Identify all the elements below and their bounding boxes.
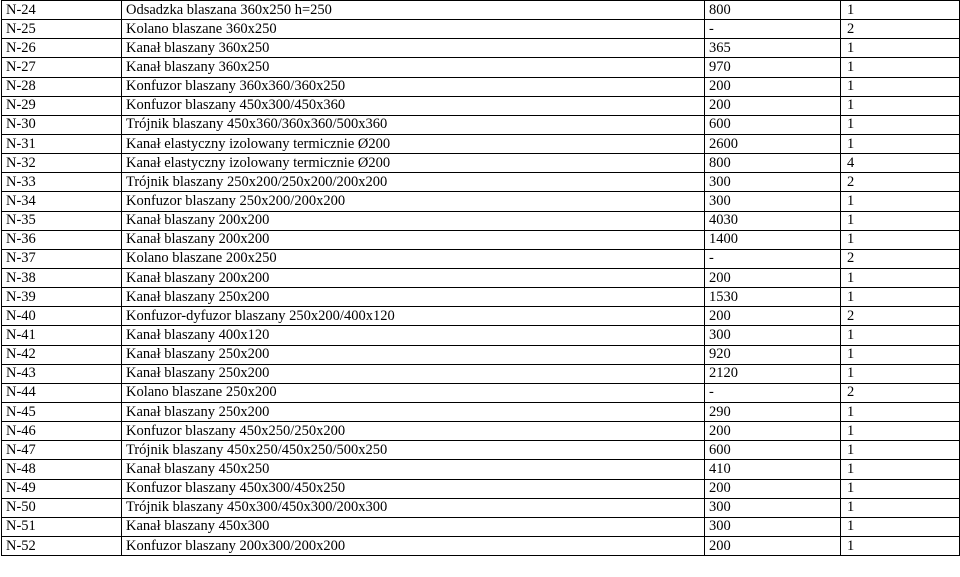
cell-quantity: 1 (841, 460, 960, 479)
table-row (2, 383, 960, 402)
cell-quantity: 1 (841, 77, 960, 96)
cell-name: Kanał blaszany 400x120 (122, 326, 705, 345)
cell-code: N-51 (2, 517, 122, 536)
cell-code: N-48 (2, 460, 122, 479)
cell-name: Kanał blaszany 200x200 (122, 211, 705, 230)
cell-length: 300 (705, 498, 841, 517)
table-row (2, 498, 960, 517)
table-row (2, 1, 960, 20)
cell-name: Kanał blaszany 250x200 (122, 402, 705, 421)
cell-code: N-36 (2, 230, 122, 249)
cell-code: N-33 (2, 173, 122, 192)
table-row (2, 479, 960, 498)
table-row (2, 268, 960, 287)
cell-length: 200 (705, 307, 841, 326)
table-row (2, 154, 960, 173)
cell-quantity: 2 (841, 249, 960, 268)
cell-code: N-38 (2, 268, 122, 287)
cell-name: Kanał blaszany 250x200 (122, 364, 705, 383)
parts-table (1, 0, 960, 556)
cell-name: Kanał blaszany 450x300 (122, 517, 705, 536)
table-row (2, 173, 960, 192)
cell-name: Kanał elastyczny izolowany termicznie Ø200 (122, 134, 705, 153)
cell-quantity: 1 (841, 517, 960, 536)
cell-name: Trójnik blaszany 450x250/450x250/500x250 (122, 441, 705, 460)
table-row (2, 211, 960, 230)
cell-name: Kanał blaszany 250x200 (122, 288, 705, 307)
cell-quantity: 1 (841, 441, 960, 460)
cell-length: 600 (705, 441, 841, 460)
table-row (2, 192, 960, 211)
cell-length: 365 (705, 39, 841, 58)
cell-code: N-29 (2, 96, 122, 115)
table-row (2, 20, 960, 39)
cell-name: Konfuzor blaszany 200x300/200x200 (122, 536, 705, 555)
table-row (2, 441, 960, 460)
table-row (2, 115, 960, 134)
cell-quantity: 1 (841, 402, 960, 421)
cell-length: 200 (705, 77, 841, 96)
table-row (2, 77, 960, 96)
cell-name: Kolano blaszane 250x200 (122, 383, 705, 402)
cell-length: 800 (705, 1, 841, 20)
cell-code: N-31 (2, 134, 122, 153)
cell-length: 200 (705, 96, 841, 115)
table-row (2, 58, 960, 77)
parts-table-body (2, 1, 960, 556)
cell-code: N-37 (2, 249, 122, 268)
table-row (2, 230, 960, 249)
cell-name: Konfuzor-dyfuzor blaszany 250x200/400x120 (122, 307, 705, 326)
cell-quantity: 1 (841, 345, 960, 364)
cell-quantity: 1 (841, 211, 960, 230)
cell-length: 2120 (705, 364, 841, 383)
cell-code: N-45 (2, 402, 122, 421)
cell-name: Kanał blaszany 250x200 (122, 345, 705, 364)
cell-length: 200 (705, 268, 841, 287)
cell-length: 200 (705, 422, 841, 441)
table-row (2, 460, 960, 479)
table-row (2, 96, 960, 115)
cell-length: 970 (705, 58, 841, 77)
cell-name: Konfuzor blaszany 450x300/450x360 (122, 96, 705, 115)
cell-length: 1530 (705, 288, 841, 307)
cell-quantity: 2 (841, 307, 960, 326)
cell-code: N-50 (2, 498, 122, 517)
cell-name: Kanał blaszany 200x200 (122, 230, 705, 249)
cell-quantity: 1 (841, 536, 960, 555)
cell-code: N-32 (2, 154, 122, 173)
cell-code: N-27 (2, 58, 122, 77)
cell-length: 2600 (705, 134, 841, 153)
cell-quantity: 1 (841, 192, 960, 211)
cell-code: N-41 (2, 326, 122, 345)
cell-quantity: 1 (841, 326, 960, 345)
table-row (2, 39, 960, 58)
cell-length: 600 (705, 115, 841, 134)
cell-length: 1400 (705, 230, 841, 249)
table-row (2, 134, 960, 153)
cell-code: N-39 (2, 288, 122, 307)
table-row (2, 422, 960, 441)
table-row (2, 517, 960, 536)
cell-name: Trójnik blaszany 450x360/360x360/500x360 (122, 115, 705, 134)
cell-quantity: 4 (841, 154, 960, 173)
table-row (2, 288, 960, 307)
cell-length: - (705, 249, 841, 268)
cell-length: 300 (705, 326, 841, 345)
cell-length: 800 (705, 154, 841, 173)
table-row (2, 402, 960, 421)
cell-length: 300 (705, 192, 841, 211)
cell-code: N-44 (2, 383, 122, 402)
cell-name: Kolano blaszane 360x250 (122, 20, 705, 39)
cell-quantity: 1 (841, 39, 960, 58)
cell-length: 4030 (705, 211, 841, 230)
cell-quantity: 1 (841, 96, 960, 115)
cell-code: N-52 (2, 536, 122, 555)
cell-length: 300 (705, 517, 841, 536)
table-row (2, 326, 960, 345)
cell-quantity: 1 (841, 58, 960, 77)
cell-quantity: 1 (841, 230, 960, 249)
cell-code: N-30 (2, 115, 122, 134)
cell-name: Kanał blaszany 360x250 (122, 39, 705, 58)
cell-quantity: 1 (841, 498, 960, 517)
cell-name: Konfuzor blaszany 360x360/360x250 (122, 77, 705, 96)
cell-code: N-25 (2, 20, 122, 39)
cell-code: N-47 (2, 441, 122, 460)
cell-name: Kanał elastyczny izolowany termicznie Ø200 (122, 154, 705, 173)
cell-code: N-43 (2, 364, 122, 383)
table-row (2, 536, 960, 555)
cell-code: N-24 (2, 1, 122, 20)
cell-name: Konfuzor blaszany 250x200/200x200 (122, 192, 705, 211)
cell-code: N-40 (2, 307, 122, 326)
cell-quantity: 1 (841, 479, 960, 498)
cell-name: Trójnik blaszany 450x300/450x300/200x300 (122, 498, 705, 517)
cell-length: 200 (705, 479, 841, 498)
cell-name: Kanał blaszany 360x250 (122, 58, 705, 77)
cell-quantity: 1 (841, 1, 960, 20)
cell-quantity: 1 (841, 115, 960, 134)
cell-length: 410 (705, 460, 841, 479)
cell-code: N-49 (2, 479, 122, 498)
cell-code: N-26 (2, 39, 122, 58)
cell-quantity: 2 (841, 173, 960, 192)
table-row (2, 345, 960, 364)
cell-name: Konfuzor blaszany 450x300/450x250 (122, 479, 705, 498)
cell-length: 290 (705, 402, 841, 421)
cell-code: N-34 (2, 192, 122, 211)
cell-quantity: 2 (841, 383, 960, 402)
cell-name: Kanał blaszany 200x200 (122, 268, 705, 287)
cell-code: N-42 (2, 345, 122, 364)
table-row (2, 364, 960, 383)
cell-code: N-35 (2, 211, 122, 230)
cell-code: N-28 (2, 77, 122, 96)
cell-quantity: 1 (841, 268, 960, 287)
cell-length: 200 (705, 536, 841, 555)
cell-name: Kolano blaszane 200x250 (122, 249, 705, 268)
cell-quantity: 1 (841, 364, 960, 383)
table-row (2, 249, 960, 268)
cell-length: - (705, 20, 841, 39)
cell-name: Trójnik blaszany 250x200/250x200/200x200 (122, 173, 705, 192)
cell-length: 300 (705, 173, 841, 192)
cell-length: - (705, 383, 841, 402)
cell-name: Kanał blaszany 450x250 (122, 460, 705, 479)
cell-quantity: 1 (841, 288, 960, 307)
table-row (2, 307, 960, 326)
cell-quantity: 1 (841, 134, 960, 153)
cell-quantity: 1 (841, 422, 960, 441)
cell-name: Konfuzor blaszany 450x250/250x200 (122, 422, 705, 441)
cell-quantity: 2 (841, 20, 960, 39)
cell-name: Odsadzka blaszana 360x250 h=250 (122, 1, 705, 20)
cell-code: N-46 (2, 422, 122, 441)
cell-length: 920 (705, 345, 841, 364)
